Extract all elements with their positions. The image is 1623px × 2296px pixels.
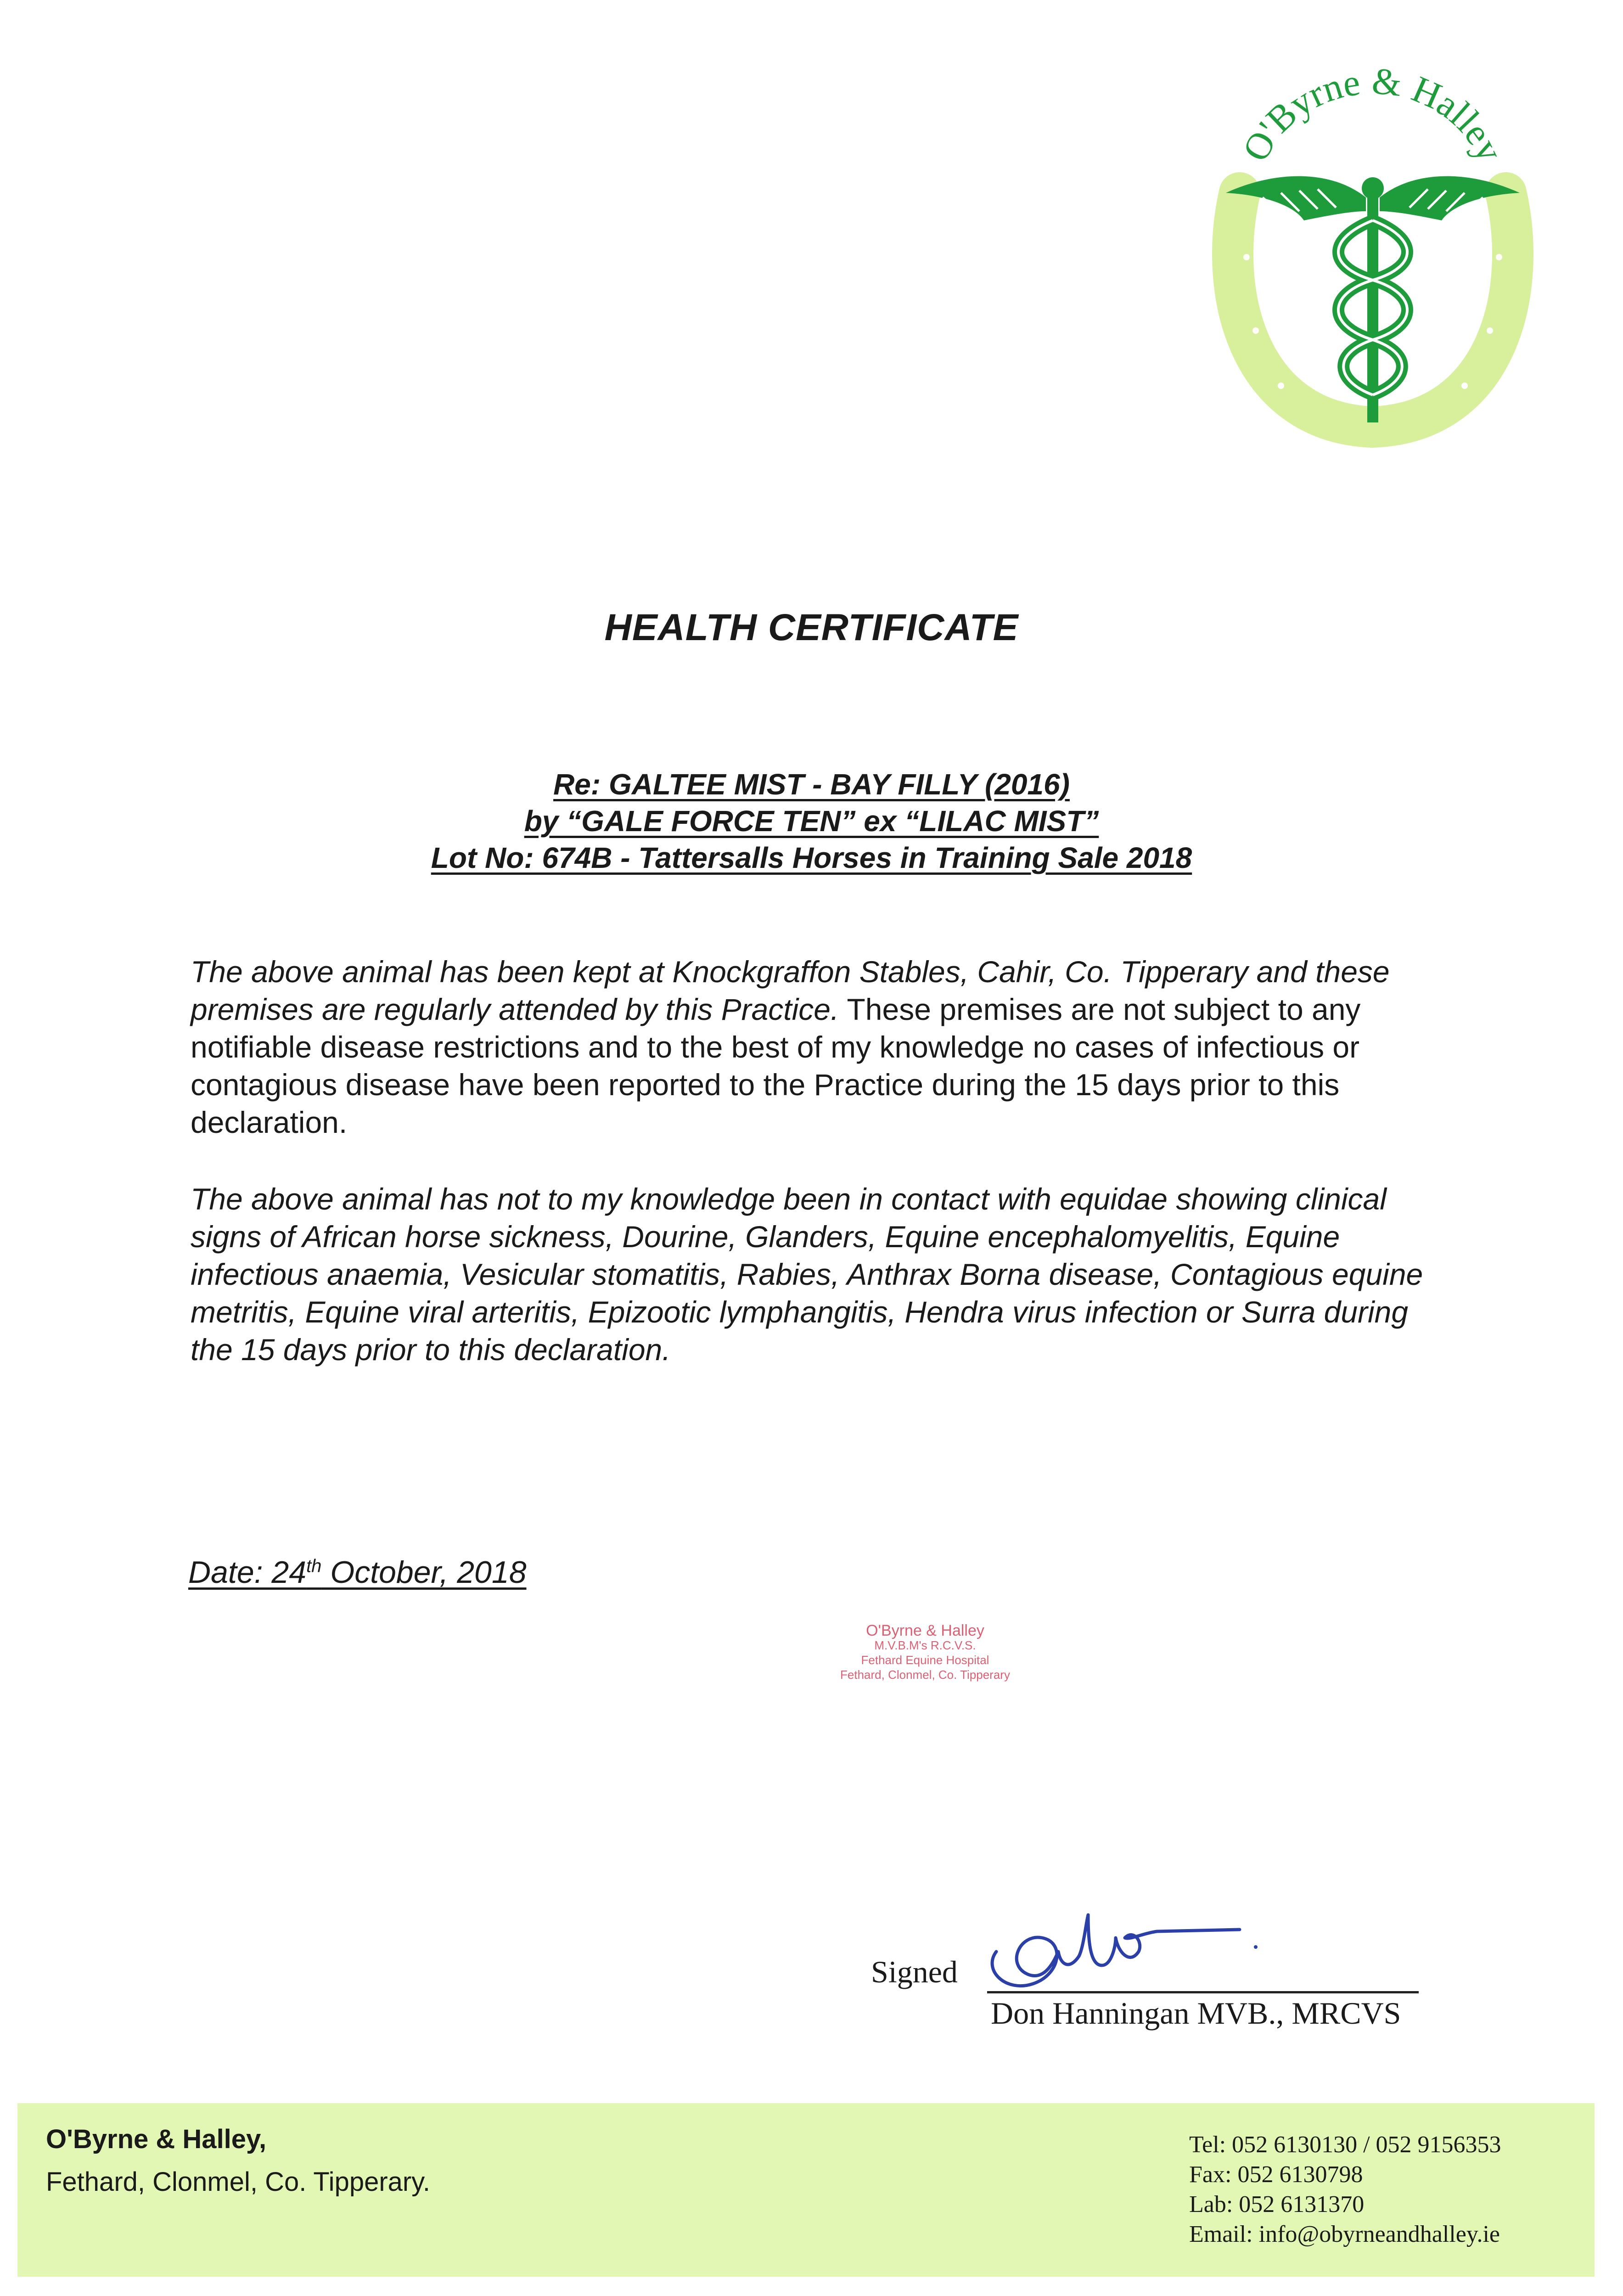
premises-paragraph-italic: The above animal has been kept at Knockgraffon Stables, Cahir, Co. Tipperary and these premises are regularly attended by this Practice.	[191, 955, 1390, 1026]
footer-address: Fethard, Clonmel, Co. Tipperary.	[46, 2167, 431, 2197]
practice-stamp	[824, 1623, 1026, 1682]
reference-pedigree: by “GALE FORCE TEN” ex “LILAC MIST”	[524, 805, 1099, 838]
premises-paragraph	[191, 953, 1449, 1141]
footer-lab: Lab: 052 6131370	[1189, 2191, 1365, 2217]
disease-contact-paragraph: The above animal has not to my knowledge been in contact with equidae showing clinical signs of African horse sickness, Dourine, Glanders, Equine encephalomyelitis, Equine infectious anaemia, Vesicular stomatitis, Rabies, Anthrax Borna disease, Contagious equine metritis, Equine viral arteritis, Epizootic lymphangitis, Hendra virus infection or Surra during the 15 days prior to this declaration.	[191, 1182, 1423, 1367]
date-prefix: Date: 24	[188, 1555, 307, 1590]
footer-company-name: O'Byrne & Halley,	[46, 2124, 267, 2154]
stamp-line-4: Fethard, Clonmel, Co. Tipperary	[840, 1668, 1010, 1682]
signature-line	[987, 1991, 1419, 1993]
certificate-date	[188, 1554, 527, 1590]
footer-telephone: Tel: 052 6130130 / 052 9156353	[1189, 2132, 1501, 2158]
stamp-line-3: Fethard Equine Hospital	[861, 1653, 989, 1667]
premises-paragraph-normal: These premises are not subject to any notifiable disease restrictions and to the best of my knowledge no cases of infectious or contagious disease have been reported to the Practice during the 15 days prior to this declaration.	[191, 992, 1361, 1139]
document-title: HEALTH CERTIFICATE	[604, 607, 1019, 648]
signed-label: Signed	[871, 1954, 958, 1989]
date-rest: October, 2018	[321, 1555, 527, 1590]
stamp-line-1: O'Byrne & Halley	[866, 1622, 984, 1639]
reference-horse: Re: GALTEE MIST - BAY FILLY (2016)	[553, 768, 1070, 801]
footer-fax: Fax: 052 6130798	[1189, 2161, 1363, 2188]
signer-name: Don Hanningan MVB., MRCVS	[991, 1996, 1401, 2031]
footer-email: Email: info@obyrneandhalley.ie	[1189, 2221, 1500, 2247]
date-ordinal: th	[306, 1556, 322, 1576]
stamp-line-2: M.V.B.M's R.C.V.S.	[874, 1638, 976, 1652]
logo-text: O'Byrne & Halley	[1234, 59, 1512, 168]
obyrne-halley-logo	[1212, 55, 1533, 450]
handwritten-signature	[978, 1896, 1272, 2002]
reference-lot: Lot No: 674B - Tattersalls Horses in Training Sale 2018	[431, 841, 1192, 874]
